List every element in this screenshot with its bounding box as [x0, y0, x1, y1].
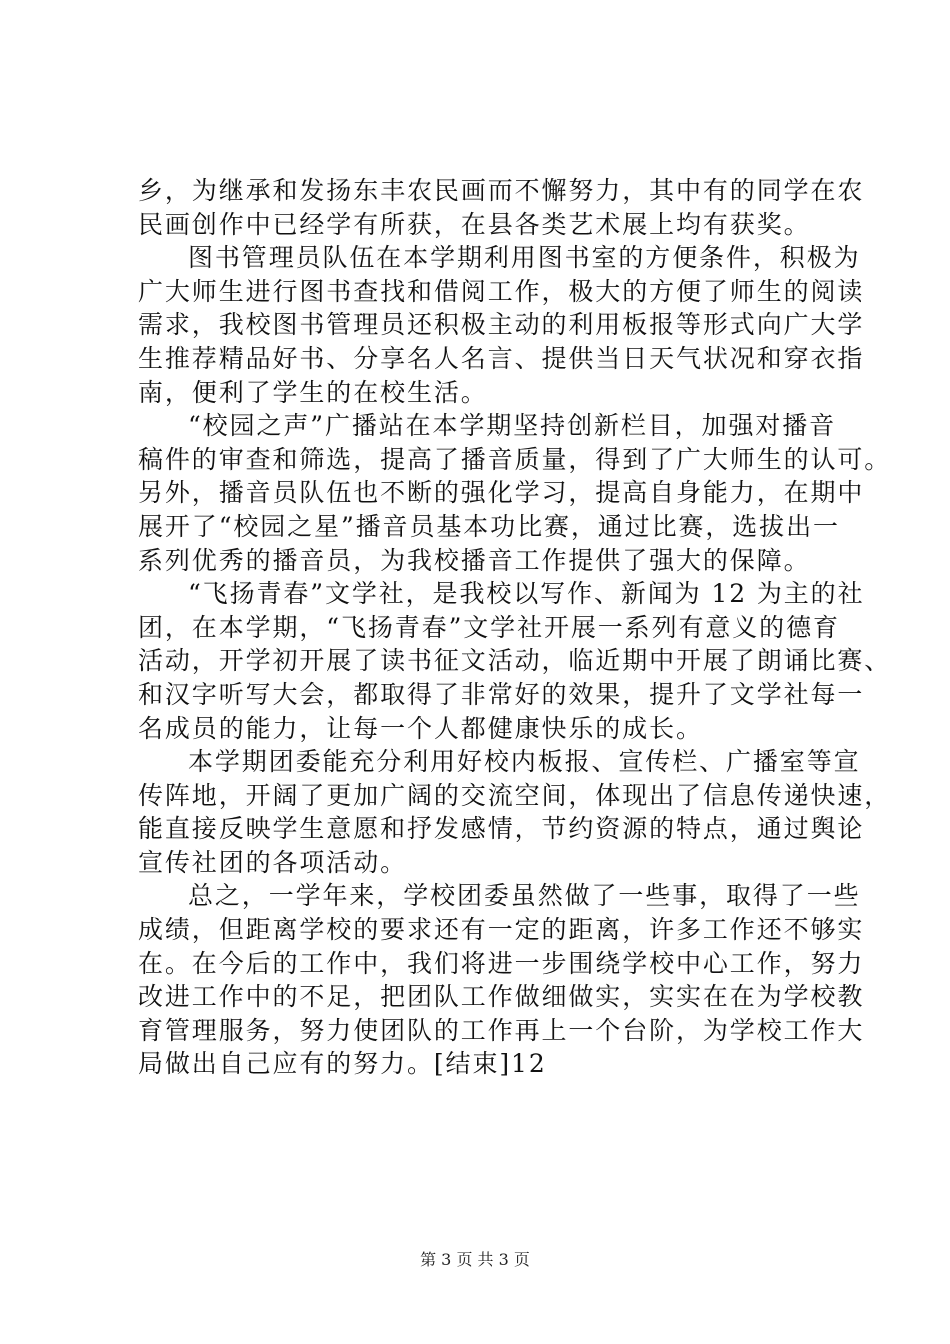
- text-line: 另外，播音员队伍也不断的强化学习，提高自身能力，在期中: [138, 478, 865, 508]
- text-line: 本学期团委能充分利用好校内板报、宣传栏、广播室等宣: [188, 747, 861, 777]
- page-footer: 第 3 页 共 3 页: [420, 1250, 530, 1269]
- text-line: 育管理服务，努力使团队的工作再上一个台阶，为学校工作大: [138, 1015, 865, 1045]
- text-line: 团，在本学期，“飞扬青春”文学社开展一系列有意义的德育: [138, 612, 840, 642]
- text-line: 乡，为继承和发扬东丰农民画而不懈努力，其中有的同学在农: [138, 176, 865, 205]
- text-line: 生推荐精品好书、分享名人名言、提供当日天气状况和穿衣指: [138, 343, 865, 373]
- text-line: 宣传社团的各项活动。: [138, 847, 408, 877]
- text-line: 需求，我校图书管理员还积极主动的利用板报等形式向广大学: [138, 310, 865, 340]
- text-line: 系列优秀的播音员，为我校播音工作提供了强大的保障。: [138, 545, 811, 575]
- text-line: 展开了“校园之星”播音员基本功比赛，通过比赛，选拔出一: [138, 511, 840, 541]
- text-line: 能直接反映学生意愿和抒发感情，节约资源的特点，通过舆论: [138, 814, 865, 844]
- text-line: 传阵地，开阔了更加广阔的交流空间，体现出了信息传递快速，: [138, 780, 892, 810]
- text-line: 局做出自己应有的努力。[结束]12: [138, 1049, 547, 1079]
- text-line: “校园之声”广播站在本学期坚持创新栏目，加强对播音: [188, 411, 837, 441]
- text-line: 活动，开学初开展了读书征文活动，临近期中开展了朗诵比赛、: [138, 646, 892, 676]
- text-line: “飞扬青春”文学社，是我校以写作、新闻为 12 为主的社: [188, 579, 865, 609]
- text-line: 在。在今后的工作中，我们将进一步围绕学校中心工作，努力: [138, 948, 865, 978]
- text-line: 成绩，但距离学校的要求还有一定的距离，许多工作还不够实: [138, 915, 865, 945]
- text-line: 总之，一学年来，学校团委虽然做了一些事，取得了一些: [188, 881, 861, 911]
- text-line: 稿件的审查和筛选，提高了播音质量，得到了广大师生的认可。: [138, 444, 892, 474]
- text-line: 民画创作中已经学有所获，在县各类艺术展上均有获奖。: [138, 209, 811, 239]
- text-line: 图书管理员队伍在本学期利用图书室的方便条件，积极为: [188, 243, 861, 273]
- text-line: 改进工作中的不足，把团队工作做细做实，实实在在为学校教: [138, 982, 865, 1012]
- text-line: 名成员的能力，让每一个人都健康快乐的成长。: [138, 713, 703, 743]
- text-line: 和汉字听写大会，都取得了非常好的效果，提升了文学社每一: [138, 679, 865, 709]
- text-line: 广大师生进行图书查找和借阅工作，极大的方便了师生的阅读: [138, 276, 865, 306]
- document-body: [138, 174, 892, 1081]
- text-line: 南，便利了学生的在校生活。: [138, 377, 488, 407]
